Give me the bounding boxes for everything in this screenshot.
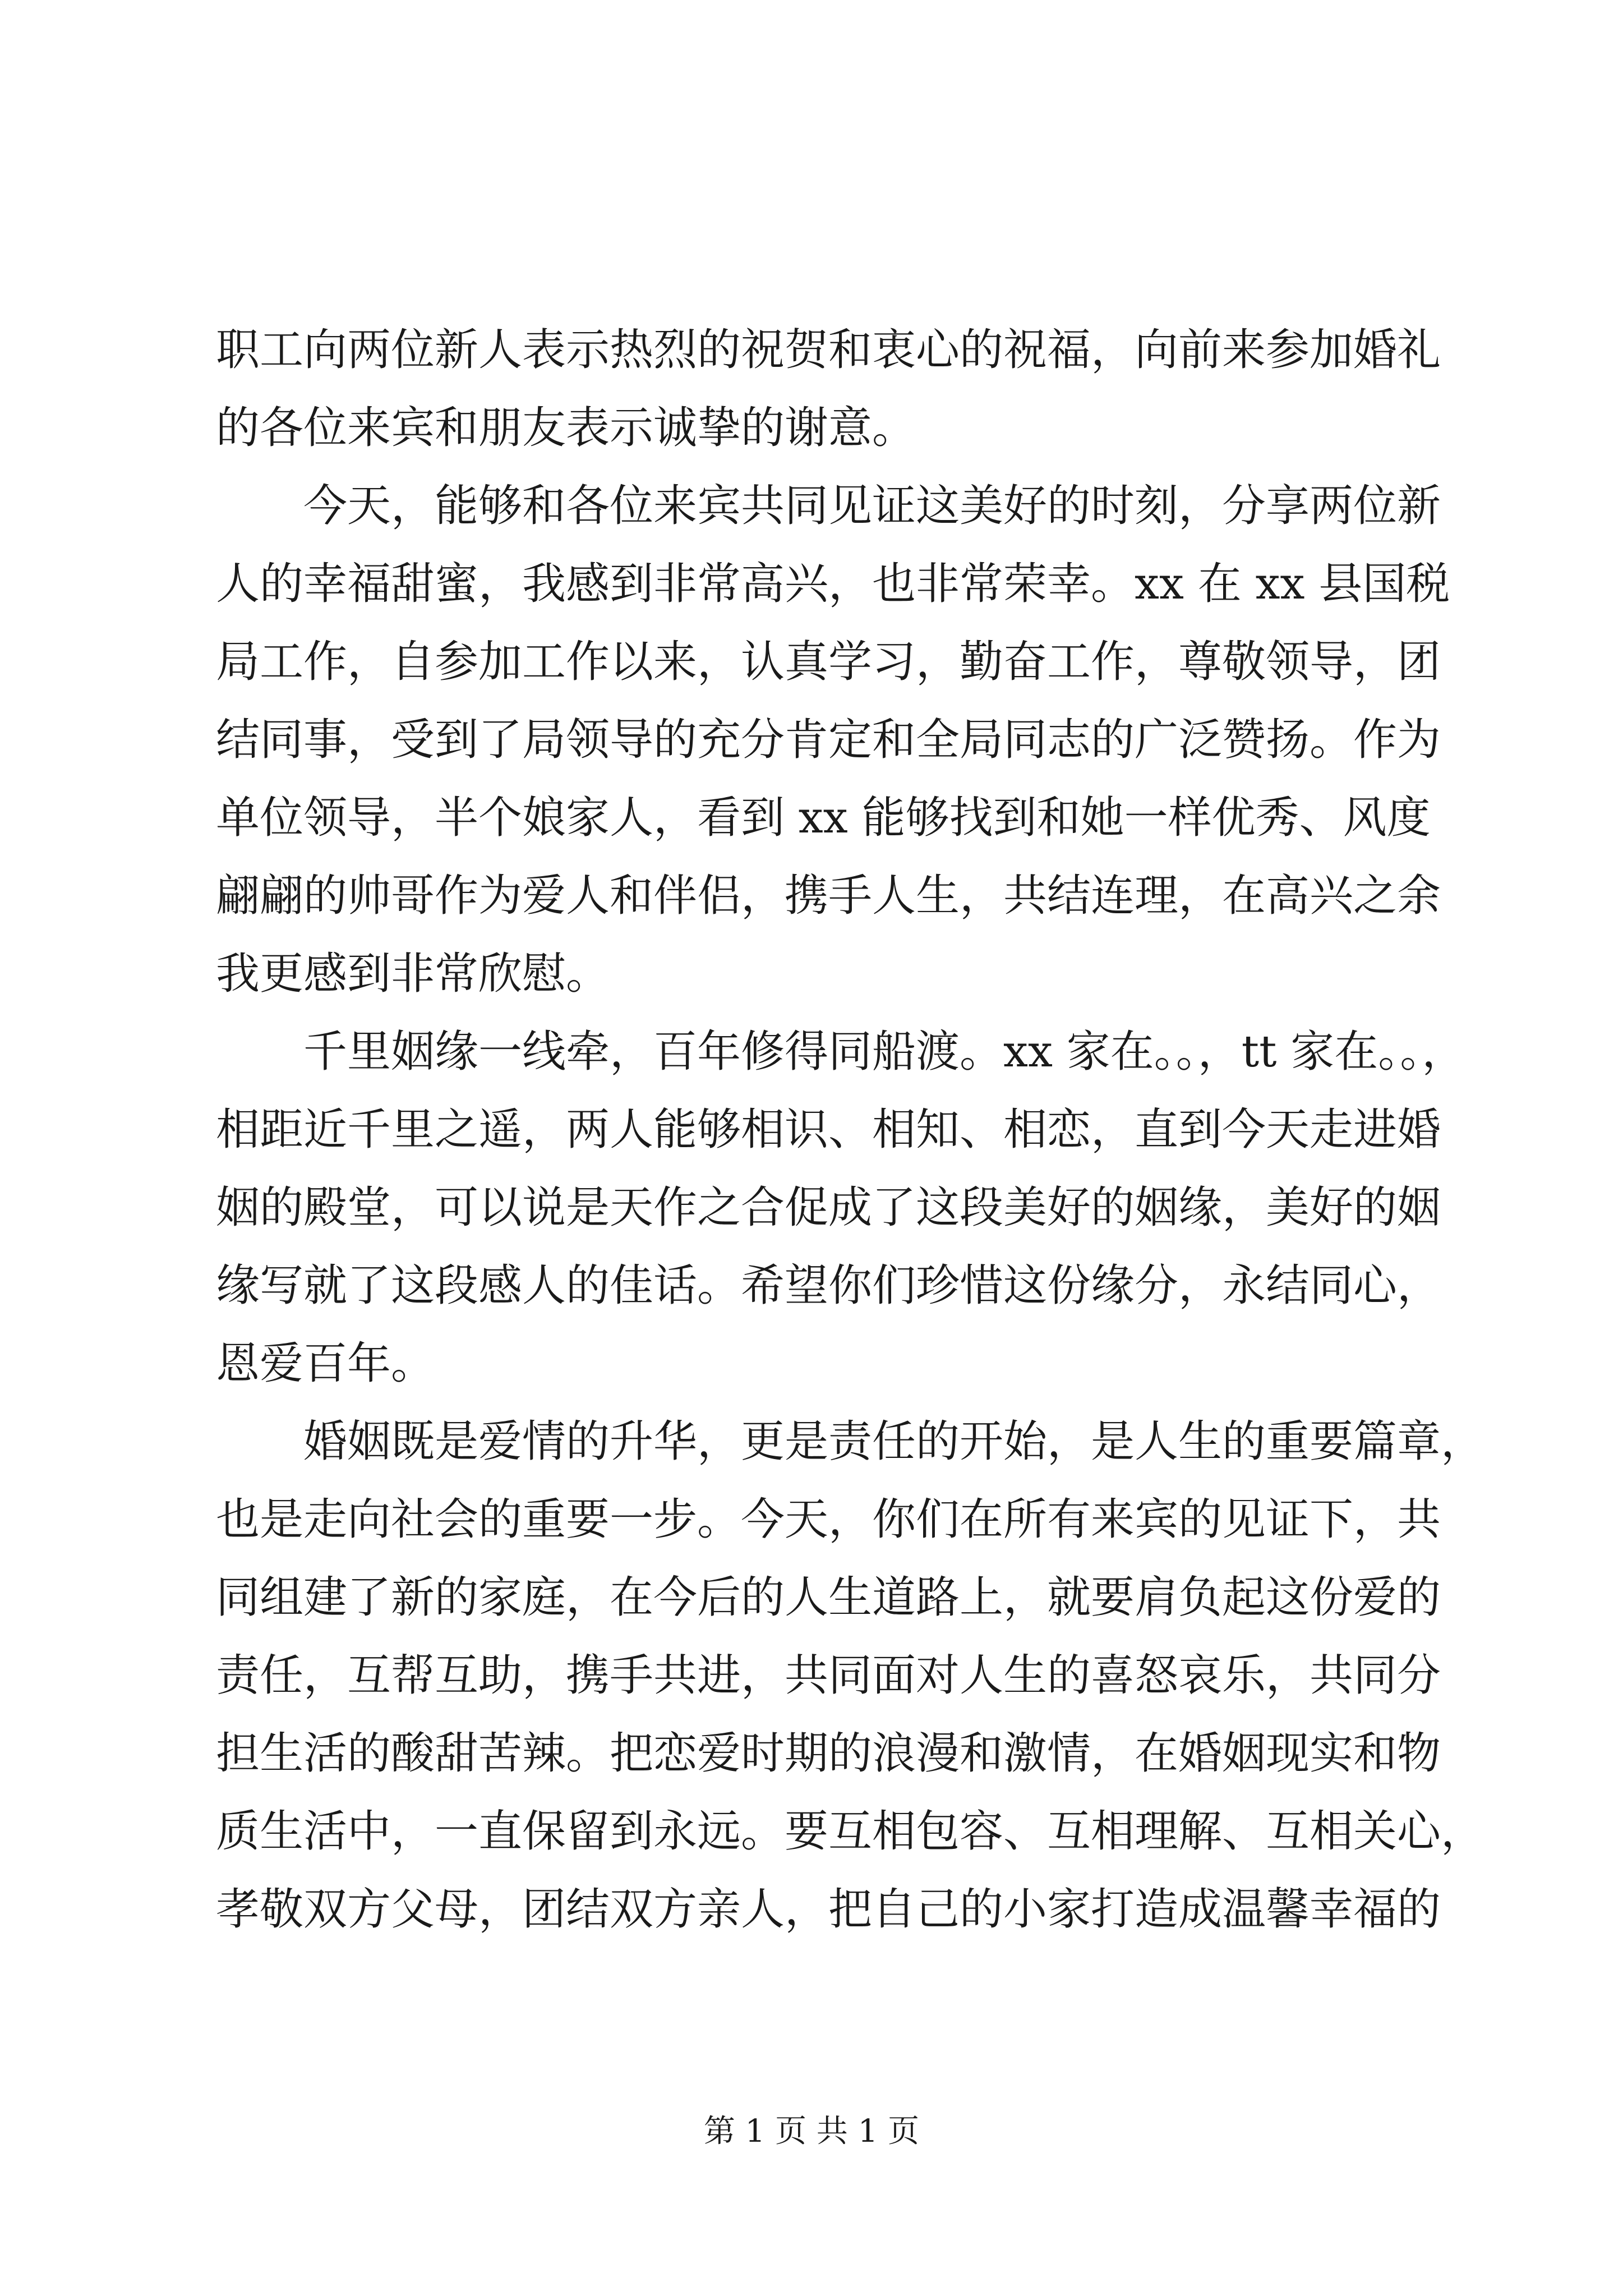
text-line: 千里姻缘一线牵，百年修得同船渡。xx 家在。。，tt 家在。。， xyxy=(303,1027,1466,1077)
text-line: 我更感到非常欣慰。 xyxy=(216,949,610,999)
text-line: 孝敬双方父母，团结双方亲人，把自己的小家打造成温馨幸福的 xyxy=(216,1884,1441,1935)
text-line: 质生活中，一直保留到永远。要互相包容、互相理解、互相关心， xyxy=(216,1806,1485,1857)
text-line: 也是走向社会的重要一步。今天，你们在所有来宾的见证下，共 xyxy=(216,1494,1441,1545)
text-line: 的各位来宾和朋友表示诚挚的谢意。 xyxy=(216,403,916,453)
text-line: 婚姻既是爱情的升华，更是责任的开始，是人生的重要篇章， xyxy=(303,1416,1485,1467)
text-line: 责任，互帮互助，携手共进，共同面对人生的喜怒哀乐，共同分 xyxy=(216,1650,1441,1701)
text-line: 缘写就了这段感人的佳话。希望你们珍惜这份缘分，永结同心， xyxy=(216,1260,1441,1311)
text-line: 恩爱百年。 xyxy=(216,1338,435,1389)
text-line: 姻的殿堂，可以说是天作之合促成了这段美好的姻缘，美好的姻 xyxy=(216,1182,1441,1233)
text-line: 相距近千里之遥，两人能够相识、相知、相恋，直到今天走进婚 xyxy=(216,1105,1441,1155)
text-line: 担生活的酸甜苦辣。把恋爱时期的浪漫和激情，在婚姻现实和物 xyxy=(216,1728,1441,1779)
text-line: 职工向两位新人表示热烈的祝贺和衷心的祝福，向前来参加婚礼 xyxy=(216,325,1441,375)
text-line: 今天，能够和各位来宾共同见证这美好的时刻，分享两位新 xyxy=(303,481,1441,531)
text-line: 局工作，自参加工作以来，认真学习，勤奋工作，尊敬领导，团 xyxy=(216,637,1441,687)
page-number-footer: 第 1 页 共 1 页 xyxy=(703,2113,920,2150)
text-line: 同组建了新的家庭，在今后的人生道路上，就要肩负起这份爱的 xyxy=(216,1572,1441,1623)
text-line: 翩翩的帅哥作为爱人和伴侣，携手人生，共结连理，在高兴之余 xyxy=(216,871,1441,921)
text-line: 单位领导，半个娘家人，看到 xx 能够找到和她一样优秀、风度 xyxy=(216,793,1431,843)
document-body xyxy=(216,311,1485,1949)
text-line: 人的幸福甜蜜，我感到非常高兴，也非常荣幸。xx 在 xx 县国税 xyxy=(216,559,1450,609)
text-line: 结同事，受到了局领导的充分肯定和全局同志的广泛赞扬。作为 xyxy=(216,715,1441,765)
